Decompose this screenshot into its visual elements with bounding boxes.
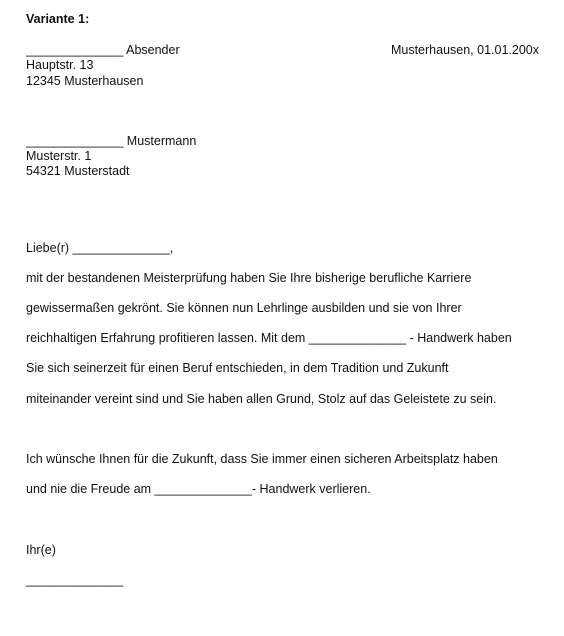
closing-line: und nie die Freude am ______________- Handwerk verlieren. [26,482,371,496]
closing-line: Ich wünsche Ihnen für die Zukunft, dass Sie immer einen sicheren Arbeitsplatz haben [26,452,498,466]
recipient-city: 54321 Musterstadt [26,164,130,178]
date-line: Musterhausen, 01.01.200x [390,43,539,57]
body-line: Sie sich seinerzeit für einen Beruf entschieden, in dem Tradition und Zukunft [26,361,449,375]
body-line: reichhaltigen Erfahrung profitieren lassen. Mit dem ______________ - Handwerk haben [26,331,512,345]
sender-street: Hauptstr. 13 [26,58,94,72]
body-line: mit der bestandenen Meisterprüfung haben Sie Ihre bisherige berufliche Karriere [26,271,472,285]
variant-heading: Variante 1: [26,12,90,26]
recipient-street: Musterstr. 1 [26,149,92,163]
sender-name-line: ______________ Absender [26,43,180,57]
body-line: miteinander vereint sind und Sie haben allen Grund, Stolz auf das Geleistete zu sein. [26,392,497,406]
body-line: gewissermaßen gekrönt. Sie können nun Lehrlinge ausbilden und sie von Ihrer [26,301,462,315]
sign-off: Ihr(e) [26,543,56,557]
signature-blank: ______________ [26,573,124,587]
recipient-name-line: ______________ Mustermann [26,134,197,148]
sender-city: 12345 Musterhausen [26,74,144,88]
salutation: Liebe(r) ______________, [26,241,174,255]
